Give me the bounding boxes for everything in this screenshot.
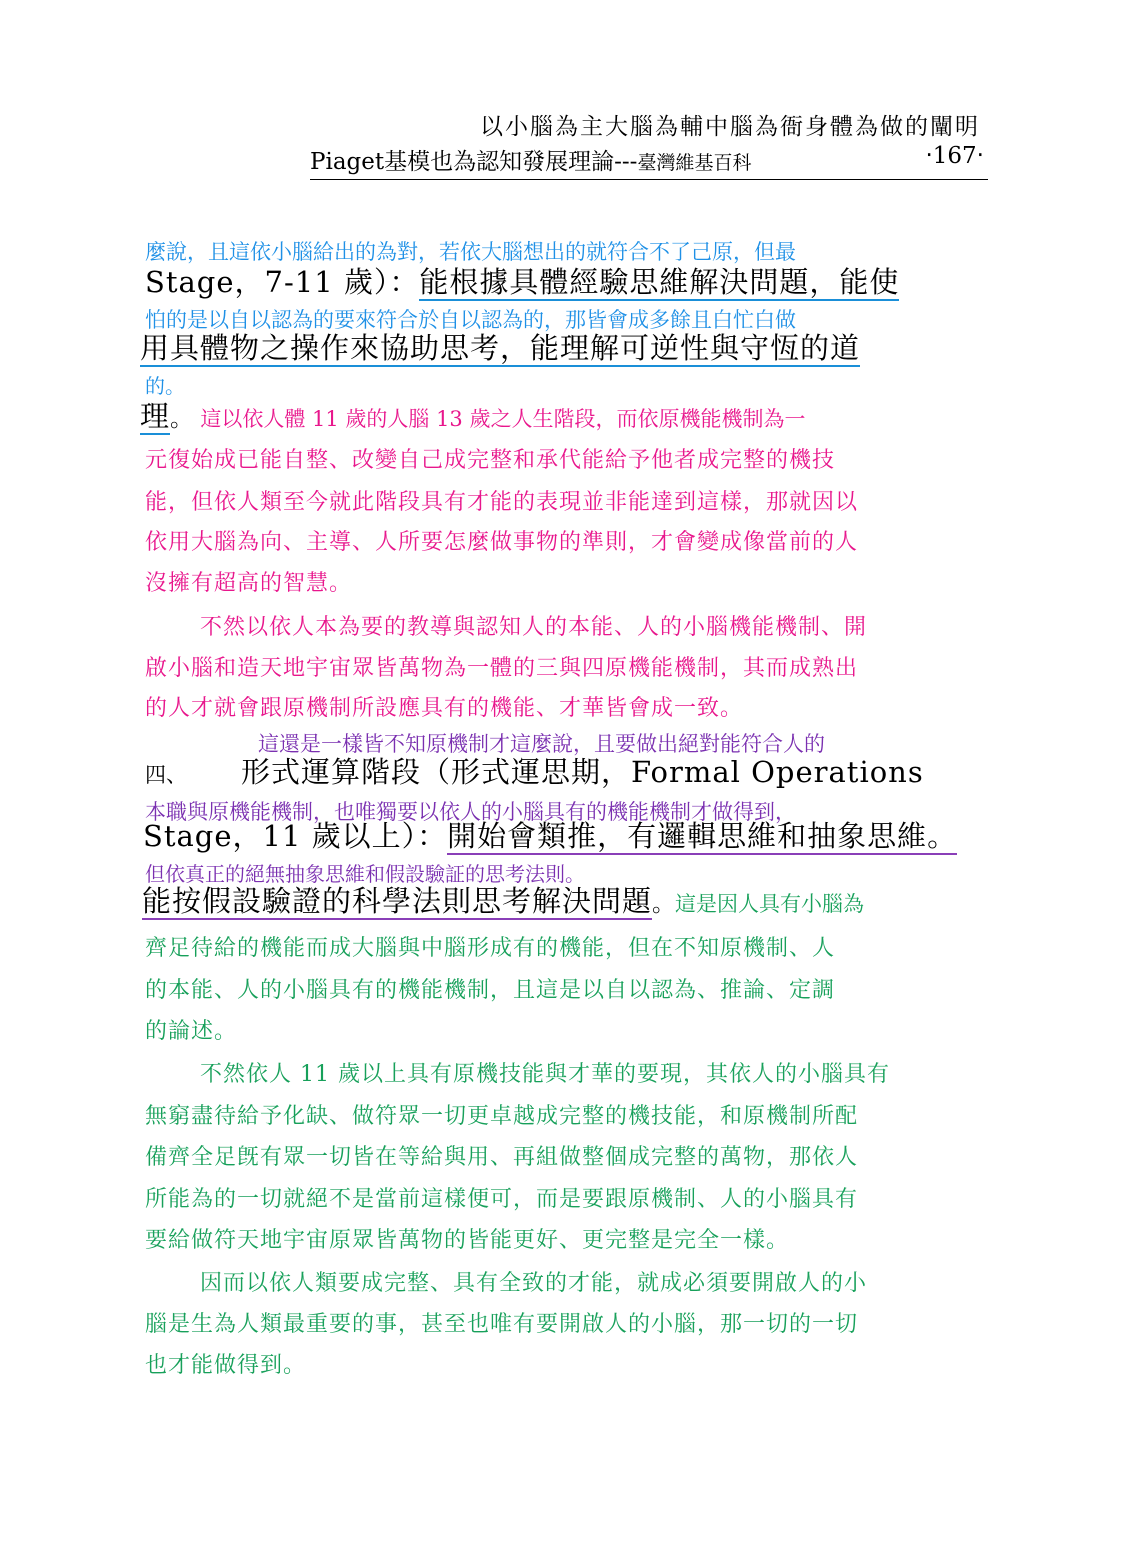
green-para2-line-1: 不然依人 11 歲以上具有原機技能與才華的要現，其依人的小腦具有 bbox=[200, 1062, 890, 1087]
stage4-line-2 bbox=[143, 814, 957, 855]
pink-para1-line-3: 能，但依人類至今就此階段具有才能的表現並非能達到這樣，那就因以 bbox=[145, 490, 859, 515]
green-para1-line-4: 的論述。 bbox=[145, 1019, 238, 1044]
green-para2-line-5: 要給做符天地宇宙原眾皆萬物的皆能更好、更完整是完全一樣。 bbox=[145, 1228, 790, 1253]
stage4-heading bbox=[145, 750, 924, 791]
green-para3-line-3: 也才能做得到。 bbox=[145, 1353, 307, 1378]
green-para1-text-1: 這是因人具有小腦為 bbox=[675, 892, 865, 916]
green-para3-line-1: 因而以依人類要成完整、具有全致的才能，就成必須要開啟人的小 bbox=[200, 1271, 868, 1296]
pink-para2-line-3: 的人才就會跟原機制所設應具有的機能、才華皆會成一致。 bbox=[145, 696, 744, 721]
stage3-underlined-1: 能根據具體經驗思維解決問題，能使 bbox=[419, 265, 900, 299]
green-para2-line-3: 備齊全足旣有眾一切皆在等給與用、再組做整個成完整的萬物，那依人 bbox=[145, 1145, 859, 1170]
green-para3-line-2: 腦是生為人類最重要的事，甚至也唯有要開啟人的小腦，那一切的一切 bbox=[145, 1312, 859, 1337]
header-source: 臺灣維基百科 bbox=[637, 152, 752, 174]
green-para2-line-2: 無窮盡待給予化缺、做符眾一切更卓越成完整的機技能，和原機制所配 bbox=[145, 1104, 859, 1129]
purple-note-line-3: 但依真正的絕無抽象思維和假設驗証的思考法則。 bbox=[145, 862, 585, 886]
stage3-prefix: Stage，7-11 歲）： bbox=[145, 265, 420, 299]
green-para2-line-4: 所能為的一切就絕不是當前這樣便可，而是要跟原機制、人的小腦具有 bbox=[145, 1187, 859, 1212]
stage3-underlined-3: 理 bbox=[140, 399, 171, 433]
pink-para1-line-4: 依用大腦為向、主導、人所要怎麼做事物的準則，才會變成像當前的人 bbox=[145, 530, 859, 555]
pink-para1-line-1 bbox=[140, 394, 805, 435]
stage3-underlined-2: 用具體物之操作來協助思考，能理解可逆性與守恆的道 bbox=[140, 331, 861, 365]
running-header-title: 以小腦為主大腦為輔中腦為衙身體為做的闡明 bbox=[480, 114, 980, 140]
green-para1-line-1 bbox=[142, 879, 864, 920]
stage4-period: 。 bbox=[652, 891, 676, 917]
pink-para2-line-1: 不然以依人本為要的教導與認知人的本能、人的小腦機能機制、開 bbox=[200, 615, 868, 640]
blue-note-line-3: 的。 bbox=[145, 374, 185, 398]
stage3-line-1 bbox=[145, 260, 899, 301]
blue-note-line-2: 怕的是以自以認為的要來符合於自以認為的，那皆會成多餘且白忙白做 bbox=[145, 308, 796, 332]
pink-para1-line-5: 沒擁有超高的智慧。 bbox=[145, 571, 353, 596]
green-para1-line-2: 齊足待給的機能而成大腦與中腦形成有的機能，但在不知原機制、人 bbox=[145, 936, 836, 961]
stage4-underlined-1: 開始會類推，有邏輯思維和抽象思維。 bbox=[447, 819, 958, 853]
purple-note-line-1: 這還是一樣皆不知原機制才這麼說，且要做出絕對能符合人的 bbox=[258, 732, 825, 756]
stage3-line-2 bbox=[140, 326, 860, 367]
green-para1-line-3: 的本能、人的小腦具有的機能機制，且這是以自以認為、推論、定調 bbox=[145, 978, 836, 1003]
blue-note-line-1: 麼說，且這依小腦給出的為對，若依大腦想出的就符合不了己原，但最 bbox=[145, 240, 796, 264]
pink-para2-line-2: 啟小腦和造天地宇宙眾皆萬物為一體的三與四原機能機制，其而成熟出 bbox=[145, 656, 859, 681]
stage4-title: 形式運算階段（形式運思期，Formal Operations bbox=[241, 755, 924, 789]
page-number: ‧167‧ bbox=[925, 143, 984, 169]
stage4-underlined-2: 能按假設驗證的科學法則思考解決問題 bbox=[142, 884, 653, 918]
purple-note-line-2: 本職與原機能機制，也唯獨要以依人的小腦具有的機能機制才做得到， bbox=[145, 800, 796, 824]
stage4-prefix: Stage，11 歲以上）： bbox=[143, 819, 448, 853]
pink-para1-line-2: 元復始成已能自整、改變自己成完整和承代能給予他者成完整的機技 bbox=[145, 448, 836, 473]
stage4-number: 四、 bbox=[145, 763, 187, 787]
header-left-text: Piaget基模也為認知發展理論--- bbox=[310, 149, 638, 175]
stage3-period: 。 bbox=[170, 406, 201, 432]
pink-para1-text-1: 這以依人體 11 歲的人腦 13 歲之人生階段，而依原機能機制為一 bbox=[200, 407, 806, 431]
running-header-subtitle bbox=[310, 143, 988, 180]
